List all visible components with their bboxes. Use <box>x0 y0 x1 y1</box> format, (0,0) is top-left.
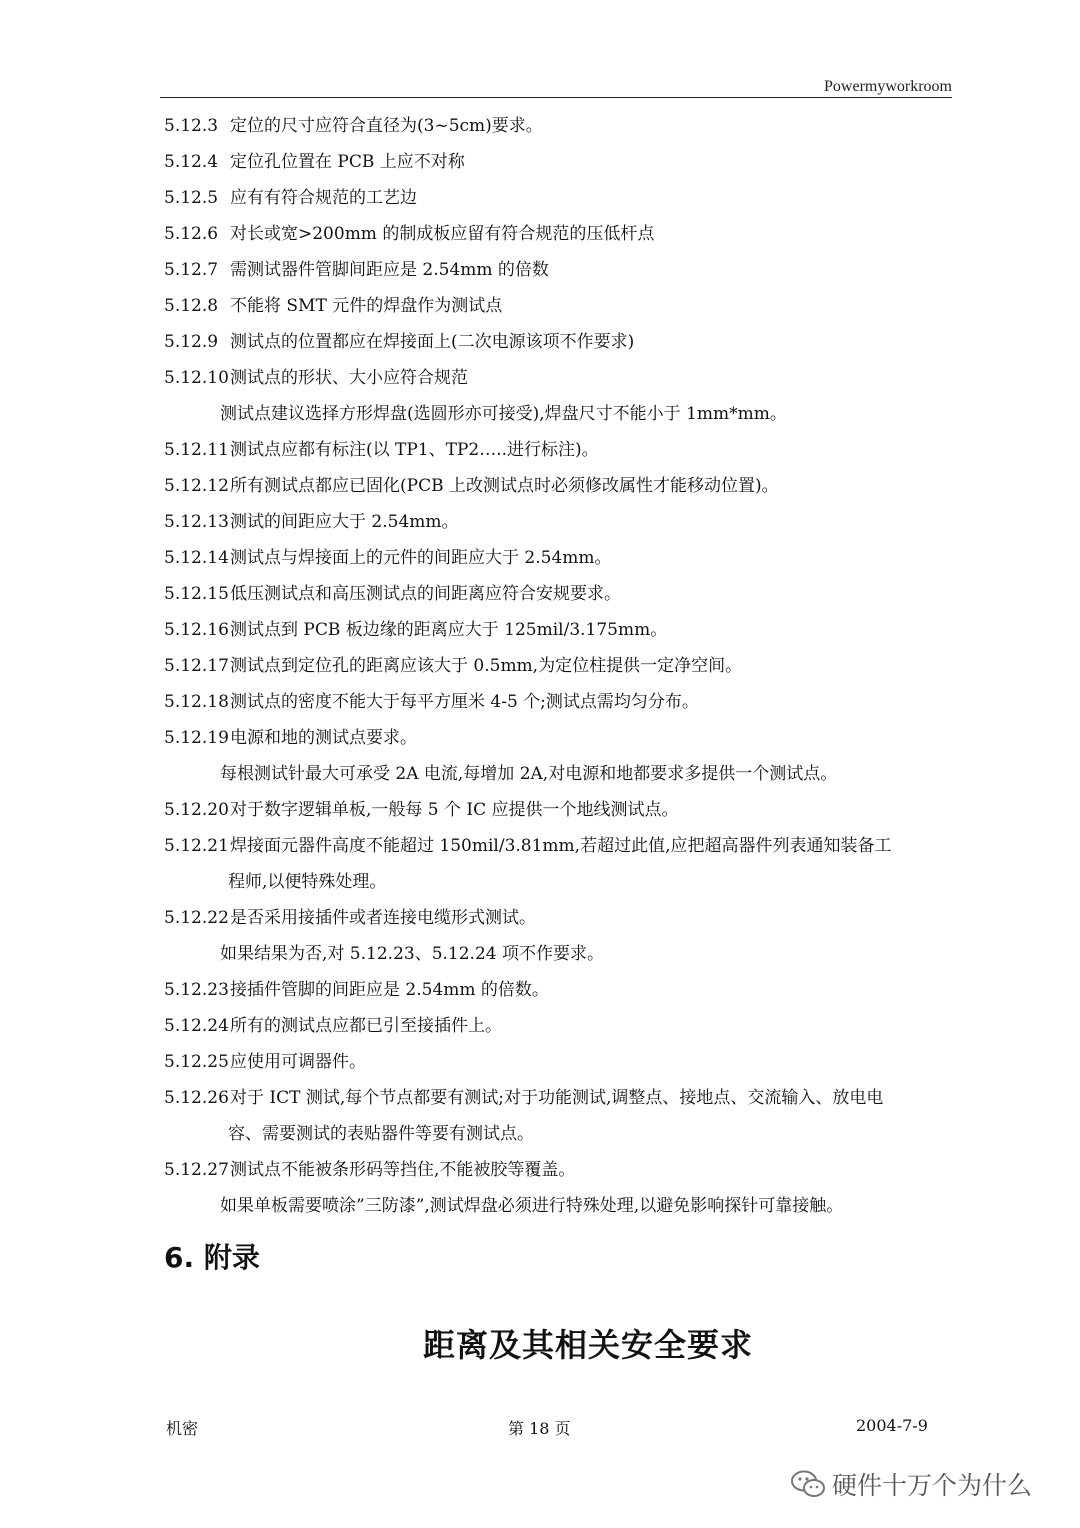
list-item <box>164 720 954 756</box>
item-number: 5.12.3 <box>164 116 219 136</box>
item-text: 需测试器件管脚间距应是 2.54mm 的倍数 <box>230 260 549 280</box>
list-item <box>164 648 954 684</box>
item-continuation: 每根测试针最大可承受 2A 电流,每增加 2A,对电源和地都要求多提供一个测试点。 <box>220 764 838 784</box>
item-number: 5.12.12 <box>164 476 229 496</box>
item-text: 定位孔位置在 PCB 上应不对称 <box>230 152 465 172</box>
list-item <box>164 1152 954 1188</box>
item-number: 5.12.6 <box>164 224 219 244</box>
item-number: 5.12.11 <box>164 440 229 460</box>
item-text: 测试点的形状、大小应符合规范 <box>230 368 468 388</box>
item-text: 所有的测试点应都已引至接插件上。 <box>230 1016 502 1036</box>
item-number: 5.12.24 <box>164 1016 229 1036</box>
list-item <box>164 108 954 144</box>
item-number: 5.12.15 <box>164 584 229 604</box>
item-text: 对于数字逻辑单板,一般每 5 个 IC 应提供一个地线测试点。 <box>230 800 679 820</box>
item-number: 5.12.19 <box>164 728 229 748</box>
item-text: 定位的尺寸应符合直径为(3~5cm)要求。 <box>230 116 543 136</box>
item-continuation: 如果单板需要喷涂”三防漆”,测试焊盘必须进行特殊处理,以避免影响探针可靠接触。 <box>220 1196 844 1216</box>
item-number: 5.12.10 <box>164 368 229 388</box>
item-text: 电源和地的测试点要求。 <box>230 728 417 748</box>
item-text: 测试的间距应大于 2.54mm。 <box>230 512 459 532</box>
item-wrap-line: 程师,以便特殊处理。 <box>228 872 387 892</box>
item-text: 焊接面元器件高度不能超过 150mil/3.81mm,若超过此值,应把超高器件列表通知装备工 <box>230 836 892 856</box>
list-item <box>164 180 954 216</box>
watermark <box>790 1466 1032 1502</box>
item-text: 是否采用接插件或者连接电缆形式测试。 <box>230 908 536 928</box>
watermark-text: 硬件十万个为什么 <box>832 1471 1033 1500</box>
item-number: 5.12.18 <box>164 692 229 712</box>
list-item <box>164 360 954 396</box>
item-number: 5.12.26 <box>164 1088 229 1108</box>
list-item <box>164 684 954 720</box>
list-item <box>164 432 954 468</box>
header-brand: Powermyworkroom <box>824 78 952 95</box>
list-item <box>164 540 954 576</box>
item-text: 测试点的密度不能大于每平方厘米 4-5 个;测试点需均匀分布。 <box>230 692 699 712</box>
list-item <box>164 612 954 648</box>
list-item <box>164 504 954 540</box>
item-text: 测试点的位置都应在焊接面上(二次电源该项不作要求) <box>230 332 635 352</box>
item-continuation: 如果结果为否,对 5.12.23、5.12.24 项不作要求。 <box>220 944 604 964</box>
page-title: 距离及其相关安全要求 <box>422 1326 753 1364</box>
item-text: 应使用可调器件。 <box>230 1052 366 1072</box>
list-item <box>164 1008 954 1044</box>
section-heading: 6. 附录 <box>164 1241 260 1274</box>
list-item <box>164 252 954 288</box>
list-item <box>164 576 954 612</box>
item-wrap-line: 容、需要测试的表贴器件等要有测试点。 <box>228 1124 534 1144</box>
item-number: 5.12.21 <box>164 836 229 856</box>
item-number: 5.12.20 <box>164 800 229 820</box>
footer-page-number: 第 18 页 <box>508 1419 571 1438</box>
item-number: 5.12.9 <box>164 332 219 352</box>
item-number: 5.12.27 <box>164 1160 229 1180</box>
footer-date: 2004-7-9 <box>856 1416 928 1435</box>
item-text: 测试点到 PCB 板边缘的距离应大于 125mil/3.175mm。 <box>230 620 668 640</box>
header-rule <box>160 97 952 98</box>
list-item <box>164 324 954 360</box>
list-item <box>164 1044 954 1080</box>
item-text: 测试点到定位孔的距离应该大于 0.5mm,为定位柱提供一定净空间。 <box>230 656 743 676</box>
item-text: 对长或宽>200mm 的制成板应留有符合规范的压低杆点 <box>230 224 655 244</box>
item-text: 对于 ICT 测试,每个节点都要有测试;对于功能测试,调整点、接地点、交流输入、放电电 <box>230 1088 884 1108</box>
list-item <box>164 216 954 252</box>
list-item <box>164 288 954 324</box>
wechat-icon <box>790 1469 826 1499</box>
item-continuation: 测试点建议选择方形焊盘(选圆形亦可接受),焊盘尺寸不能小于 1mm*mm。 <box>220 404 787 424</box>
item-text: 测试点与焊接面上的元件的间距应大于 2.54mm。 <box>230 548 612 568</box>
item-text: 接插件管脚的间距应是 2.54mm 的倍数。 <box>230 980 549 1000</box>
item-number: 5.12.5 <box>164 188 219 208</box>
list-item <box>164 972 954 1008</box>
item-text: 低压测试点和高压测试点的间距离应符合安规要求。 <box>230 584 621 604</box>
list-item <box>164 792 954 828</box>
list-item <box>164 900 954 936</box>
item-number: 5.12.16 <box>164 620 229 640</box>
item-number: 5.12.4 <box>164 152 219 172</box>
item-number: 5.12.17 <box>164 656 229 676</box>
item-text: 所有测试点都应已固化(PCB 上改测试点时必须修改属性才能移动位置)。 <box>230 476 779 496</box>
list-item <box>164 144 954 180</box>
item-number: 5.12.14 <box>164 548 229 568</box>
item-text: 测试点应都有标注(以 TP1、TP2…..进行标注)。 <box>230 440 599 460</box>
item-number: 5.12.22 <box>164 908 229 928</box>
footer-confidential: 机密 <box>166 1419 199 1438</box>
item-text: 测试点不能被条形码等挡住,不能被胶等覆盖。 <box>230 1160 576 1180</box>
item-number: 5.12.23 <box>164 980 229 1000</box>
item-text: 应有有符合规范的工艺边 <box>230 188 417 208</box>
list-item <box>164 1080 954 1116</box>
list-item <box>164 828 954 864</box>
item-number: 5.12.8 <box>164 296 219 316</box>
item-number: 5.12.25 <box>164 1052 229 1072</box>
item-number: 5.12.7 <box>164 260 219 280</box>
item-text: 不能将 SMT 元件的焊盘作为测试点 <box>230 296 503 316</box>
list-item <box>164 468 954 504</box>
item-number: 5.12.13 <box>164 512 229 532</box>
